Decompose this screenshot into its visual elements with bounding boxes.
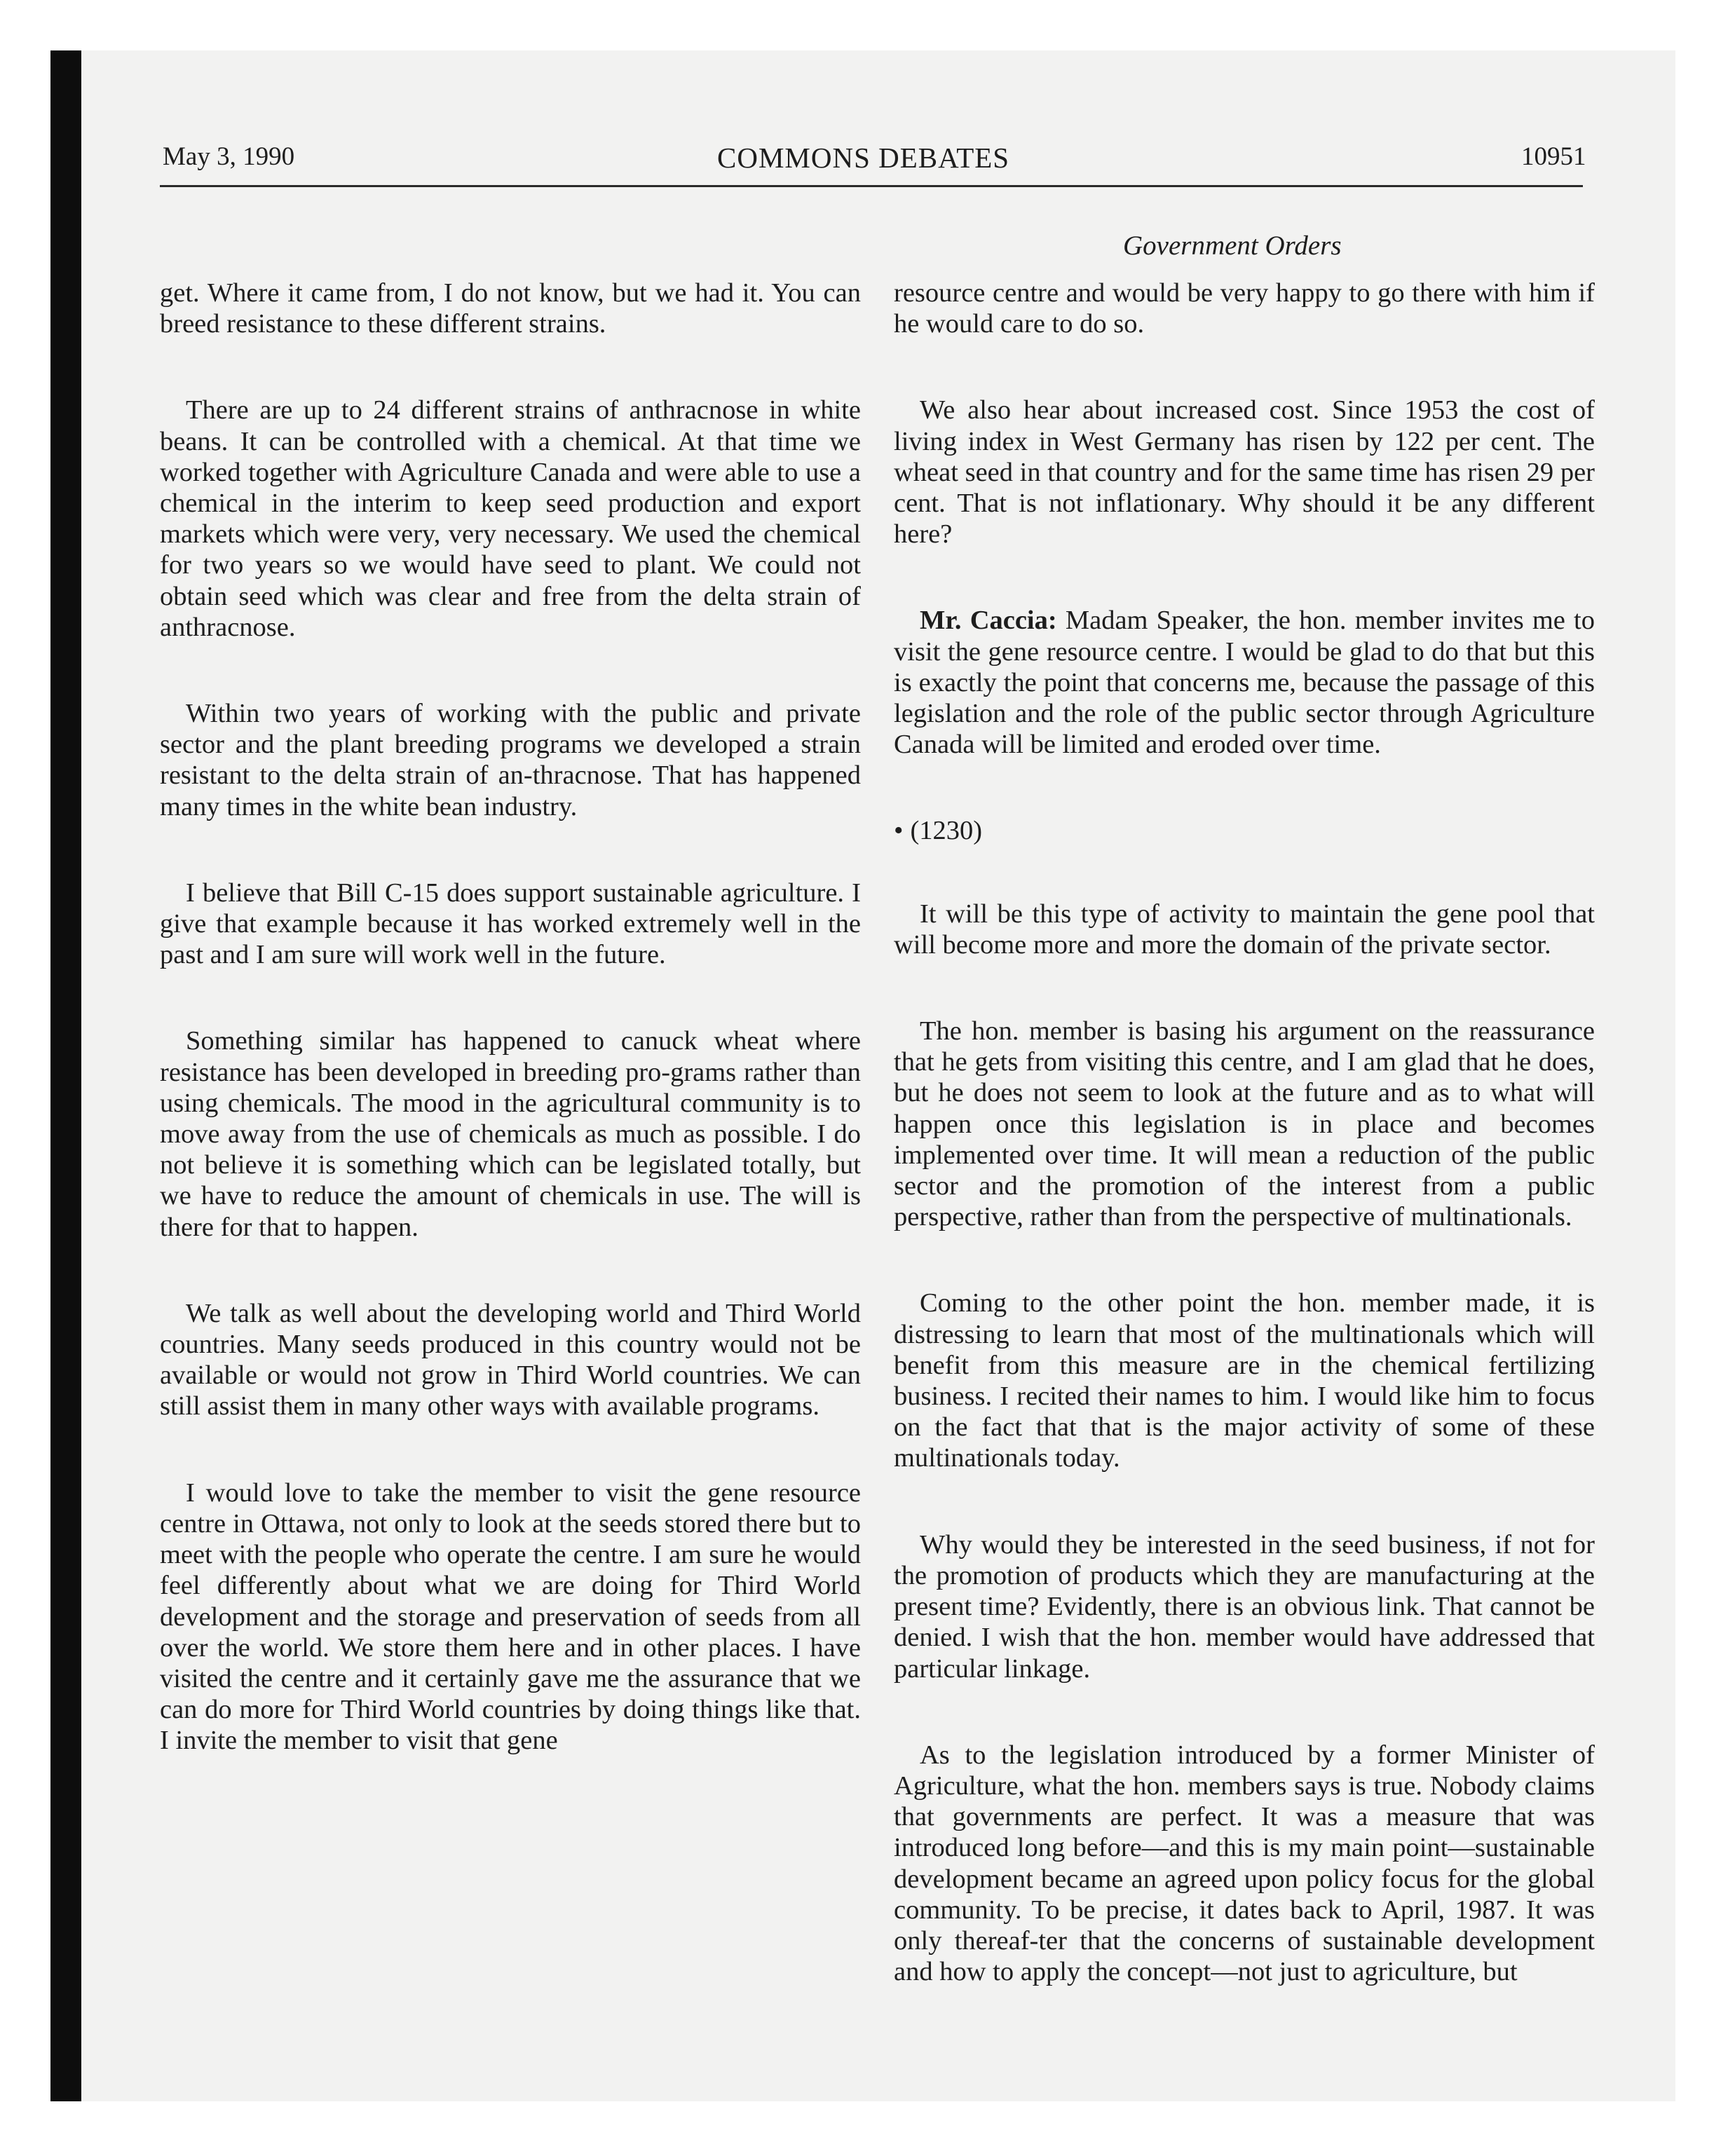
paragraph: Why would they be interested in the seed business, if not for the promotion of products which they are manufacturing at the present time? Evidently, there is an obvious link. That cannot be denied. I wish that the hon. member would have addressed that particular linkage. bbox=[894, 1529, 1595, 1684]
paragraph: Something similar has happened to canuck wheat where resistance has been developed in breeding pro-grams rather than using chemicals. The mood in the agricultural community is to move away from the use of chemicals as much as possible. I do not believe it is something which can be legislated totally, but we have to reduce the amount of chemicals in use. The will is there for that to happen. bbox=[160, 1026, 861, 1242]
paragraph: Within two years of working with the public and private sector and the plant breeding programs we developed a strain resistant to the delta strain of an-thracnose. That has happened many times in the white bean industry. bbox=[160, 699, 861, 821]
speech-text: Madam Speaker, the hon. member invites me to visit the gene resource centre. I would be glad to do that but this is exactly the point that concerns me, because the passage of this legislation and the role of the public sector through Agriculture Canada will be limited and eroded over time. bbox=[894, 606, 1595, 760]
paragraph: As to the legislation introduced by a former Minister of Agriculture, what the hon. members says is true. Nobody claims that governments are perfect. It was a measure that was introduced long before—and this is my main point—sustainable development became an agreed upon policy focus for the global community. To be precise, it dates back to April, 1987. It was only thereaf-ter that the concerns of sustainable development and how to apply the concept—not just to agriculture, but bbox=[894, 1740, 1595, 1987]
header-date: May 3, 1990 bbox=[163, 142, 295, 171]
timestamp-text: (1230) bbox=[910, 816, 983, 846]
paragraph: There are up to 24 different strains of anthracnose in white beans. It can be controlled with a chemical. At that time we worked together with Agriculture Canada and were able to use a chemical in the interim to keep seed production and export markets which were very, very necessary. We used the chemical for two years so we would have seed to plant. We could not obtain seed which was clear and free from the delta strain of anthracnose. bbox=[160, 395, 861, 642]
paragraph: I believe that Bill C-15 does support sustainable agriculture. I give that example because it has worked extremely well in the past and I am sure will work well in the future. bbox=[160, 878, 861, 970]
header-rule bbox=[160, 185, 1583, 187]
section-title: Government Orders bbox=[1123, 231, 1342, 261]
right-column bbox=[894, 278, 1595, 2042]
page-number: 10951 bbox=[1521, 142, 1586, 171]
paragraph: We also hear about increased cost. Since 1953 the cost of living index in West Germany has risen by 122 per cent. The wheat seed in that country and for the same time has risen 29 per cent. That is not inflationary. Why should it be any different here? bbox=[894, 395, 1595, 550]
bullet-icon: • bbox=[894, 816, 904, 846]
header-title: COMMONS DEBATES bbox=[717, 142, 1010, 174]
paragraph: resource centre and would be very happy to go there with him if he would care to do so. bbox=[894, 278, 1595, 339]
timestamp bbox=[894, 815, 1595, 846]
left-column bbox=[160, 278, 861, 1812]
speech-paragraph bbox=[894, 605, 1595, 760]
paragraph: get. Where it came from, I do not know, but we had it. You can breed resistance to these different strains. bbox=[160, 278, 861, 339]
paragraph: We talk as well about the developing world and Third World countries. Many seeds produced in this country would not be available or would not grow in Third World countries. We can still assist them in many other ways with available programs. bbox=[160, 1298, 861, 1421]
paragraph: Coming to the other point the hon. member made, it is distressing to learn that most of the multinationals which will benefit from this measure are in the chemical fertilizing business. I recited their names to him. I would like him to focus on the fact that that is the major activity of some of these multinationals today. bbox=[894, 1288, 1595, 1473]
paragraph: It will be this type of activity to maintain the gene pool that will become more and more the domain of the private sector. bbox=[894, 899, 1595, 960]
paragraph: I would love to take the member to visit the gene resource centre in Ottawa, not only to look at the seeds stored there but to meet with the people who operate the centre. I am sure he would feel differently about what we are doing for Third World development and the storage and preservation of seeds from all over the world. We store them here and in other places. I have visited the centre and it certainly gave me the assurance that we can do more for Third World countries by doing things like that. I invite the member to visit that gene bbox=[160, 1478, 861, 1756]
paragraph: The hon. member is basing his argument on the reassurance that he gets from visiting this centre, and I am glad that he does, but he does not seem to look at the future and as to what will happen once this legislation is in place and becomes implemented over time. It will mean a reduction of the public sector and the promotion of the interest from a public perspective, rather than from the perspective of multinationals. bbox=[894, 1016, 1595, 1232]
binding-edge bbox=[50, 50, 81, 2101]
speaker-name: Mr. Caccia: bbox=[920, 606, 1057, 636]
